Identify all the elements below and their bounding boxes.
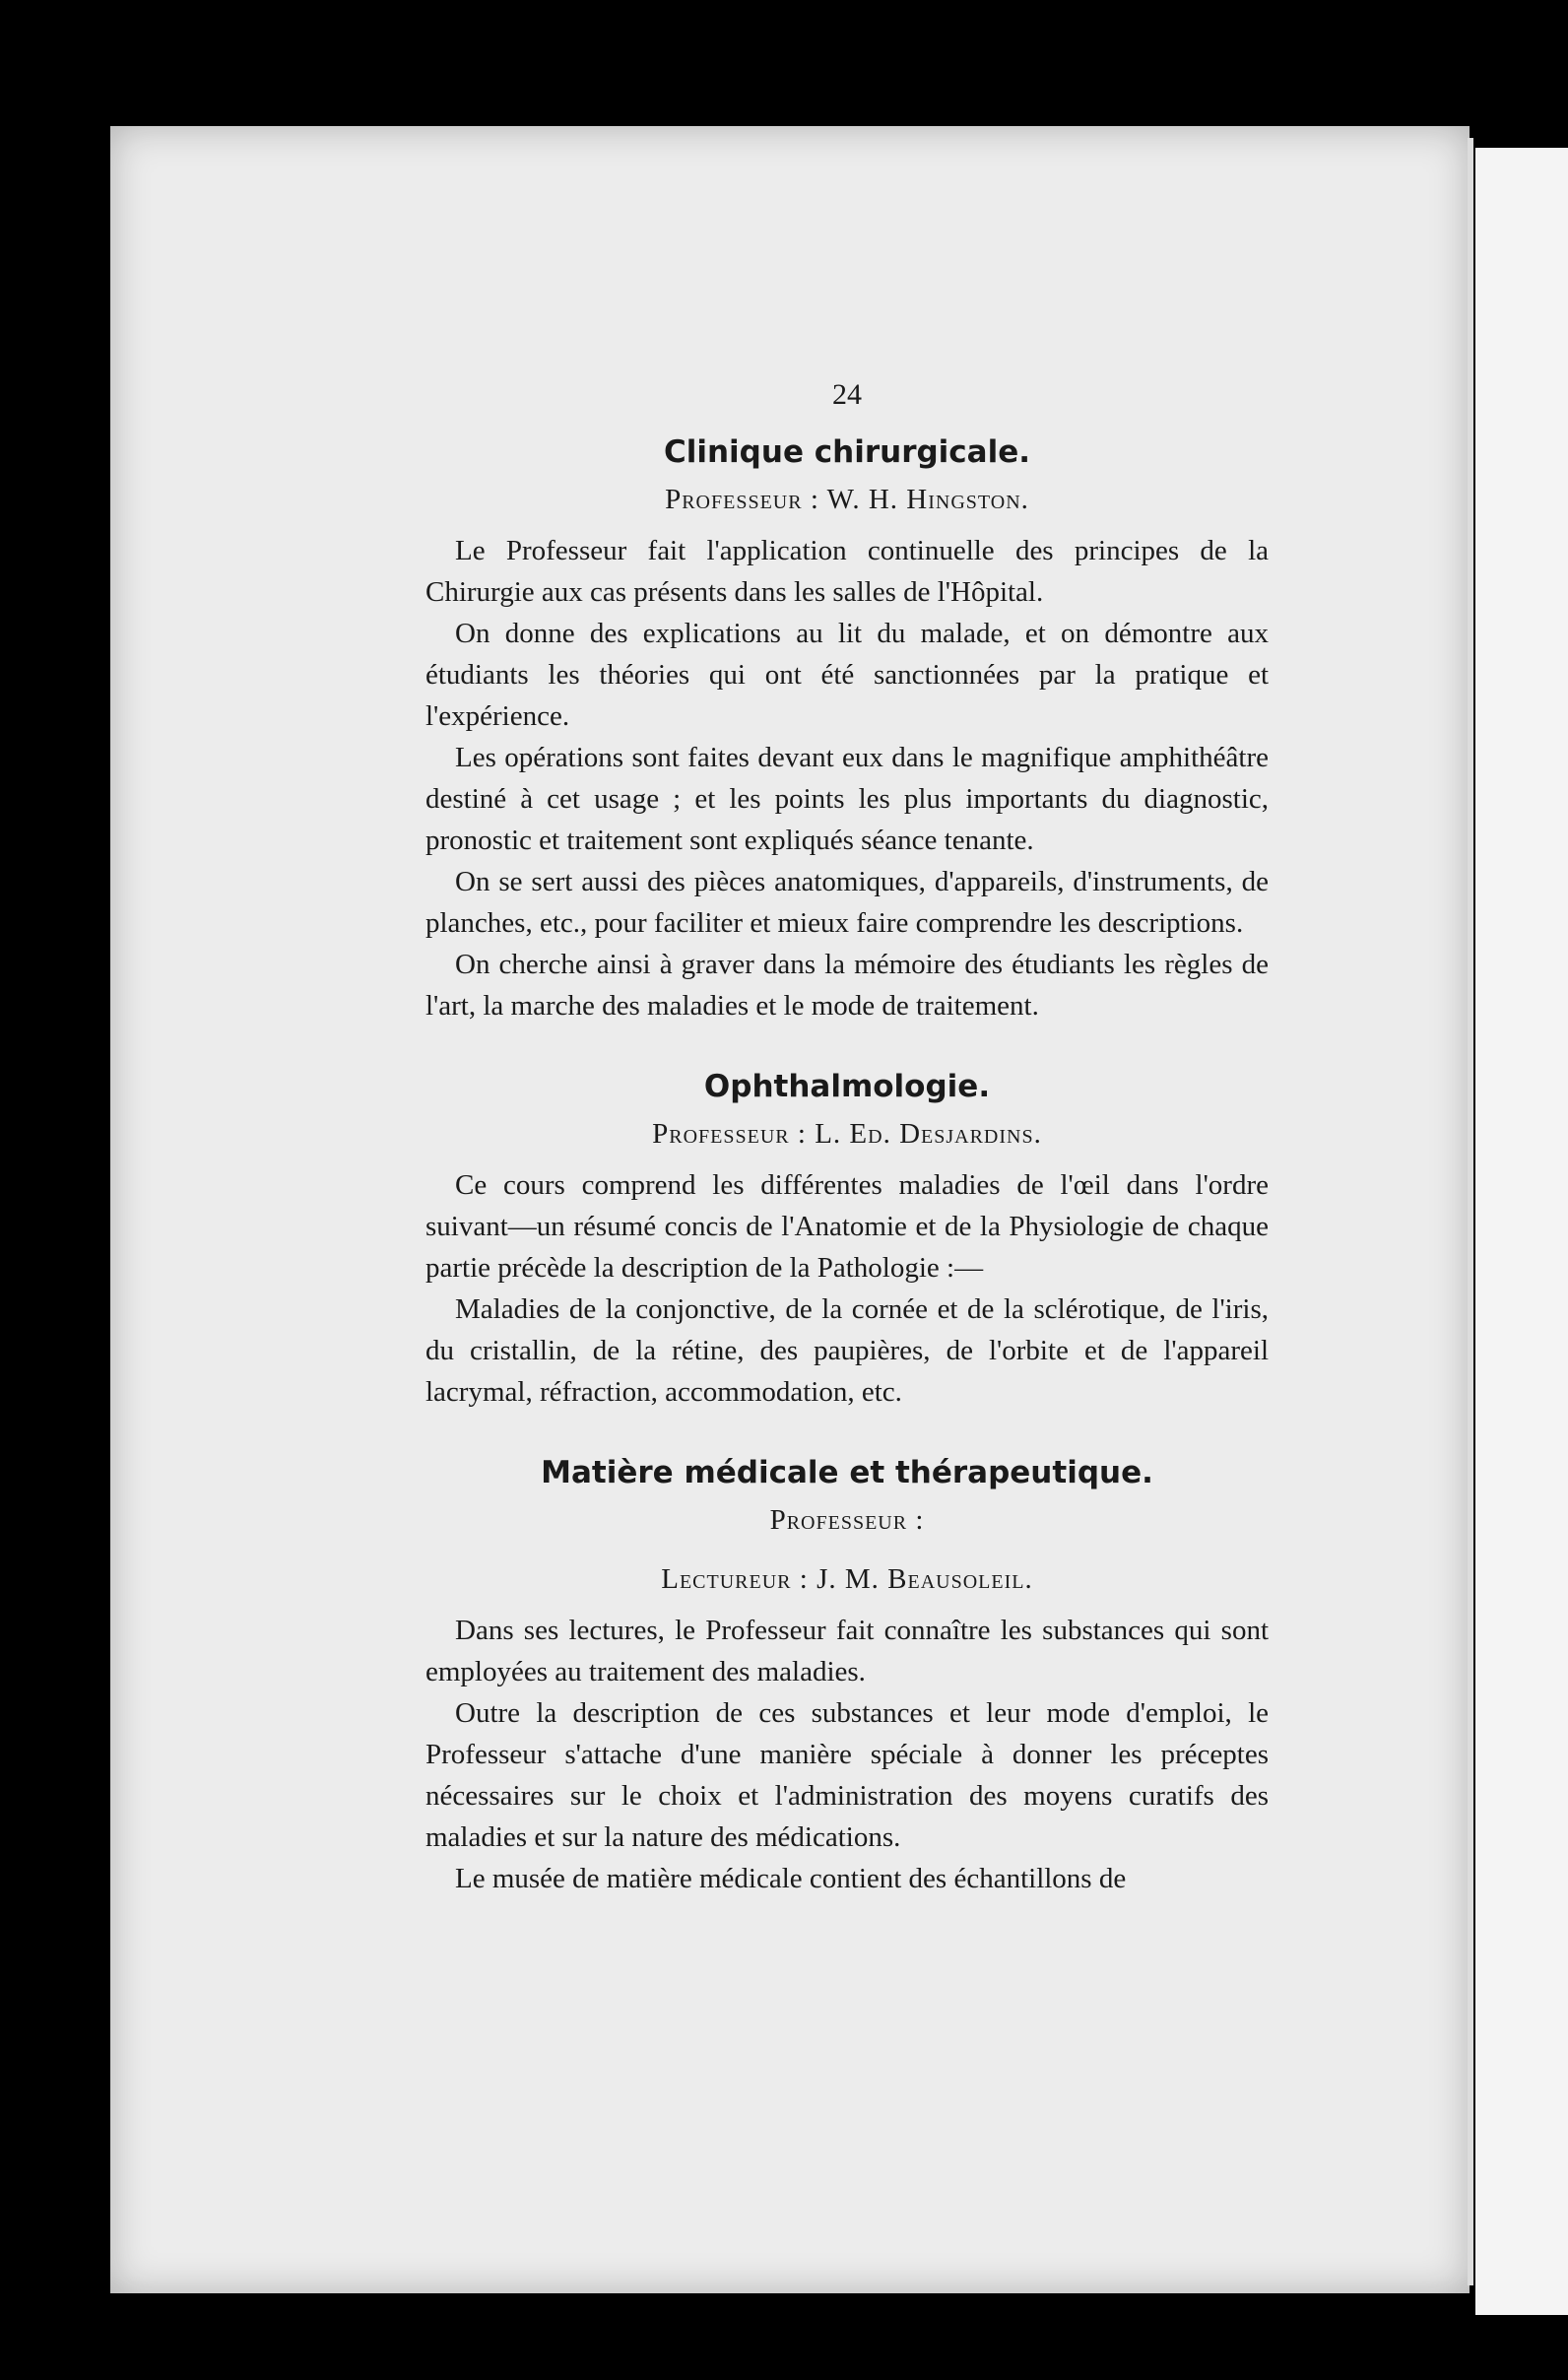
paragraph: Dans ses lectures, le Professeur fait connaître les substances qui sont employées au traitement des maladies.: [425, 1615, 1269, 1687]
section-title: Ophthalmologie.: [703, 1069, 991, 1104]
paragraph: On cherche ainsi à graver dans la mémoire des étudiants les règles de l'art, la marche des maladies et le mode de traitement.: [425, 949, 1269, 1022]
paragraph: On se sert aussi des pièces anatomiques, d'appareils, d'instruments, de planches, etc., pour faciliter et mieux faire comprendre les descriptions.: [425, 866, 1269, 939]
paragraph: Le Professeur fait l'application continuelle des principes de la Chirurgie aux cas présents dans les salles de l'Hôpital.: [425, 535, 1269, 608]
section-title: Clinique chirurgicale.: [663, 434, 1031, 470]
page-number: 24: [832, 378, 862, 411]
section-ophthalmologie: [425, 1064, 1269, 1413]
paragraph: On donne des explications au lit du malade, et on démontre aux étudiants les théories qui ont été sanctionnées par la pratique et l'expérience.: [425, 618, 1269, 732]
paragraph: Outre la description de ces substances et leur mode d'emploi, le Professeur s'attache d'une manière spéciale à donner les préceptes nécessaires sur le choix et l'administration des moyens curatifs des maladies et sur la nature des médications.: [425, 1697, 1269, 1853]
professor-line: Professeur : L. Ed. Desjardins.: [652, 1118, 1042, 1150]
lecturer-line: Lectureur : J. M. Beausoleil.: [661, 1563, 1033, 1595]
section-clinique-chirurgicale: [425, 430, 1269, 1026]
paragraph: Maladies de la conjonctive, de la cornée et de la sclérotique, de l'iris, du cristallin, de la rétine, des paupières, de l'orbite et de l'appareil lacrymal, réfraction, accommodation, etc.: [425, 1293, 1269, 1408]
section-matiere-medicale: [425, 1450, 1269, 1899]
paragraph: Le musée de matière médicale contient des échantillons de: [455, 1863, 1127, 1894]
page-text: [425, 374, 1269, 1899]
professor-line: Professeur :: [769, 1504, 925, 1536]
section-spacer: [425, 1026, 1269, 1064]
paragraph: Les opérations sont faites devant eux dans le magnifique amphithéâtre destiné à cet usage ; et les points les plus importants du diagnostic, pronostic et traitement sont expliqués séance tenante.: [425, 742, 1269, 856]
professor-line: Professeur : W. H. Hingston.: [665, 484, 1029, 515]
adjacent-page-strip: [1475, 148, 1568, 2315]
section-spacer: [425, 1413, 1269, 1450]
page-edge: [1468, 138, 1473, 2285]
section-title: Matière médicale et thérapeutique.: [541, 1455, 1153, 1490]
paragraph: Ce cours comprend les différentes maladies de l'œil dans l'ordre suivant—un résumé concis de l'Anatomie et de la Physiologie de chaque partie précède la description de la Pathologie :—: [425, 1169, 1269, 1284]
